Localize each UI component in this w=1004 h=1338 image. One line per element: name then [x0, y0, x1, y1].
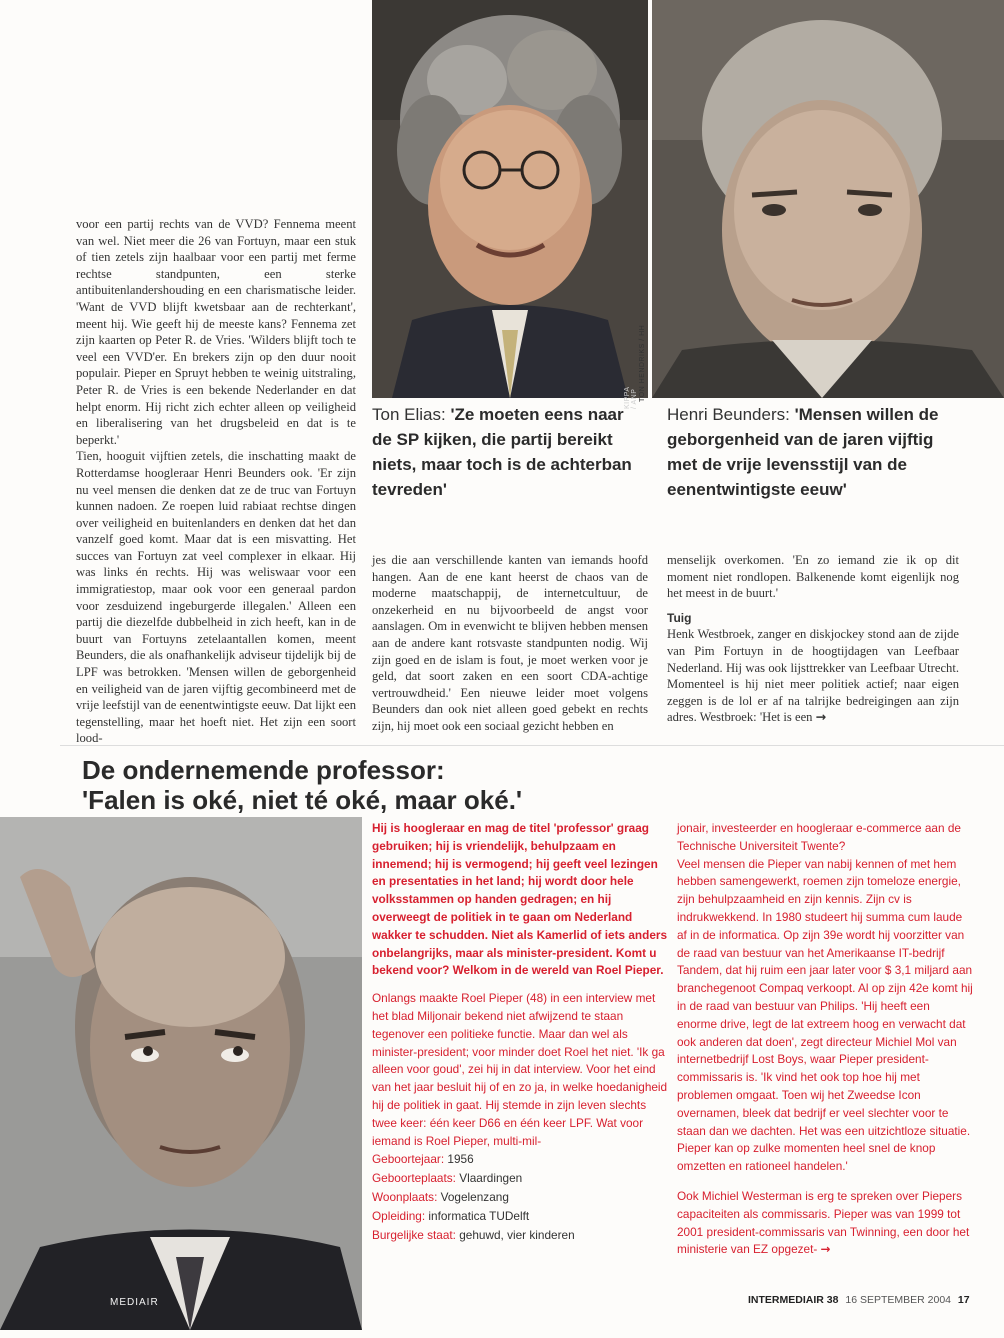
fact-value: Vlaardingen	[459, 1171, 523, 1185]
fact-value: gehuwd, vier kinderen	[459, 1228, 575, 1242]
col3-paragraph-2-text: Henk Westbroek, zanger en diskjockey stond aan de zijde van Pim Fortuyn in de hoogtijdagen van Leefbaar Nederland. Hij was ook lijsttrekker van Leefbaar Utrecht. Momenteel is hij niet meer politiek actief; naar eigen zeggen is de lol er af na talrijke bedreigingen aan zijn adres. Westbroek: 'Het is een	[667, 627, 959, 725]
article-column-2	[372, 552, 648, 736]
fact-label: Opleiding:	[372, 1209, 426, 1223]
footer-magazine: INTERMEDIAIR 38	[748, 1294, 839, 1306]
col3-paragraph-2	[667, 626, 959, 726]
beunders-quote-text: 'Mensen willen de geborgenheid van de jaren vijftig met de vrije levensstijl van de eenentwintigste eeuw'	[667, 405, 939, 499]
fact-value: 1956	[447, 1152, 474, 1166]
fact-row	[372, 1207, 672, 1226]
col1-paragraph-1: voor een partij rechts van de VVD? Fennema meent van wel. Niet meer die 26 van Fortuyn, maar een stuk of tien zetels zijn haalbaar voor een partij met ferme rechtse standpunten, een sterke antibuitenlandershouding en een charismatische leider. 'Want de VVD blijft kwetsbaar aan de rechterkant', meent hij. Wie geeft hij de meeste kans? Fennema zet zijn kaarten op Peter R. de Vries. 'Wilders blijft toch te veel een VVD'er. En brekers zijn op den duur nooit populair. Pieper en Spruyt hebben te weinig uitstraling, Peter R. de Vries is een bekende Nederlander en dat helpt enorm. Hij richt zich echter alleen op veiligheid en liberalisering van het drugsbeleid en dat is te beperkt.'	[76, 217, 356, 447]
elias-photo	[372, 0, 648, 409]
beunders-quote	[667, 402, 967, 502]
fact-label: Woonplaats:	[372, 1190, 438, 1204]
fact-row	[372, 1169, 672, 1188]
box-body: Onlangs maakte Roel Pieper (48) in een interview met het blad Miljonair bekend niet afwijzend te staan tegenover een politieke functie. Maar dan wel als minister-president; voor minder doet Roel het niet. 'Ik ga alleen voor goud', zei hij in dat interview. Voor het eind van het jaar besluit hij of en zo ja, in welke hoedanigheid hij de politiek in gaat. Hij stemde in zijn leven slechts twee keer: één keer D66 en één keer LPF. Wat voor iemand is Roel Pieper, multi-mil-	[372, 991, 668, 1148]
col2-paragraph: jes die aan verschillende kanten van iemands hoofd hangen. Aan de ene kant heerst de chaos van de moderne maatschappij, de internetcultuur, de onzekerheid en nu bijvoorbeeld de angst voor aanslagen. Om in evenwicht te blijven hebben mensen aan de andere kant rotsvaste standpunten nodig. Wij zijn goed en de islam is fout, je moet werken voor je geld, dat soort zaken en een soort CDA-achtige vertrouwdheid.' Een nieuwe leider moet volgens Beunders dan ook niet alleen goed gebekt en rechts zijn, hij moet ook een sociaal gezicht hebben en	[372, 553, 648, 733]
elias-quote	[372, 402, 648, 502]
pieper-facts	[372, 1150, 672, 1245]
footer-page-number: 17	[957, 1294, 970, 1306]
box-column-right	[677, 820, 973, 1259]
box-column-left	[372, 820, 672, 1150]
pieper-photo-watermark: MEDIAIR	[110, 1297, 159, 1308]
section-divider	[60, 745, 1004, 746]
page-footer	[748, 1294, 970, 1306]
fact-label: Geboorteplaats:	[372, 1171, 456, 1185]
article-column-3	[667, 552, 959, 736]
fact-row	[372, 1226, 672, 1245]
col3-subhead: Tuig	[667, 610, 692, 625]
pieper-photo	[0, 817, 362, 1330]
beunders-photo-credit: TON HENDRIKS / HH	[639, 324, 646, 402]
fact-value: informatica TUDelft	[428, 1209, 530, 1223]
box-intro: Hij is hoogleraar en mag de titel 'professor' graag gebruiken; hij is vriendelijk, behulpzaam en innemend; hij is vermogend; hij geeft veel lezingen en presentaties in het land; hij wordt door hele volksstammen op handen gedragen; en hij overweegt de politiek in te gaan om Nederland wakker te schudden. Niet als Kamerlid of iets anders onbelangrijks, maar als minister-president. Komt u bekend voor? Welkom in de wereld van Roel Pieper.	[372, 821, 668, 978]
box-right-paragraph-3	[677, 1188, 973, 1259]
fact-row	[372, 1150, 672, 1169]
box-right-paragraph-3-text: Ook Michiel Westerman is erg te spreken over Piepers capaciteiten als commissaris. Pieper was van 1999 tot 2001 president-commissaris van Twinning, een door het ministerie van EZ opgezet-	[677, 1188, 970, 1257]
col1-paragraph-2: Tien, hooguit vijftien zetels, die inschatting maakt de Rotterdamse hoogleraar Henri Beunders ook. 'Er zijn nu veel mensen die denken dat ze de truc van Fortuyn kunnen nadoen. Ze roepen luid rabiaat rechtse dingen over veiligheid en buitenlanders en denken dat het dan vanzelf goed komt. Maar dat is een misvatting. Het succes van Fortuyn zat veel complexer in elkaar. Hij was links én rechts. Hij was weliswaar voor een immigratiestop, maar ook voor een generaal pardon voor zesduizend ingeburgerde illegalen.' Alleen een partij die diezelfde dubbelheid in zich heeft, kan in de buurt van Fortuyns zetelaantallen komen, meent Beunders, die als onafhankelijk adviseur tijdelijk bij de LPF was betrokken. 'Mensen willen de geborgenheid en veiligheid van de jaren vijftig gecombineerd met de vrije leefstijl van de eenentwintigste eeuw. Dat lijkt een tegenstelling, maar het hoeft niet. Het zijn een soort lood-	[76, 449, 356, 746]
fact-row	[372, 1188, 672, 1207]
beunders-quote-name: Henri Beunders:	[667, 405, 790, 424]
continue-arrow-icon: →	[815, 709, 827, 725]
box-title	[82, 755, 782, 815]
box-continue-arrow-icon: →	[820, 1242, 831, 1257]
box-title-line-2: 'Falen is oké, niet té oké, maar oké.'	[82, 785, 523, 815]
box-right-paragraph-2: Veel mensen die Pieper van nabij kennen of met hem hebben samengewerkt, roemen zijn tomeloze energie, zijn behulpzaamheid en zijn kennis. Zijn cv is indrukwekkend. In 1980 studeert hij summa cum laude af in de informatica. Op zijn 39e wordt hij voorzitter van de raad van bestuur van het Amerikaanse IT-bedrijf Tandem, dat hij ruim een jaar later voor $ 3,1 miljard aan branchegenoot Compaq verkoopt. Al op zijn 42e komt hij in de raad van bestuur van Philips. 'Hij heeft een enorme drive, legt de lat extreem hoog en verwacht dat ook anderen dat doen', zegt directeur Michiel Mol van internetbedrijf Lost Boys, waar Pieper president-commissaris is. 'Ik vind het ook top hoe hij met problemen omgaat. Toen wij het Zweedse Icon overnamen, bleek dat bedrijf er veel slechter voor te staan dan we dachten. Het was een uitzichtloze situatie. Pieper kan op zulke momenten heel snel de knop omzetten en rationeel handelen.'	[677, 856, 973, 1174]
fact-label: Geboortejaar:	[372, 1152, 445, 1166]
elias-quote-name: Ton Elias:	[372, 405, 446, 424]
article-column-1	[76, 216, 356, 746]
box-title-line-1: De ondernemende professor:	[82, 755, 445, 785]
fact-value: Vogelenzang	[440, 1190, 509, 1204]
fact-label: Burgelijke staat:	[372, 1228, 456, 1242]
box-right-paragraph-1: jonair, investeerder en hoogleraar e-commerce aan de Technische Universiteit Twente?	[677, 821, 961, 853]
elias-quote-text: 'Ze moeten eens naar de SP kijken, die partij bereikt niets, maar toch is de achterban tevreden'	[372, 405, 632, 499]
beunders-photo	[639, 0, 1004, 402]
col3-paragraph-1: menselijk overkomen. 'En zo iemand zie ik op dit moment niet rondlopen. Balkenende komt eigenlijk nog het meest in de buurt.'	[667, 553, 959, 601]
elias-photo-credit: KIPPA / ANP	[624, 386, 638, 409]
footer-date: 16 SEPTEMBER 2004	[845, 1294, 951, 1306]
